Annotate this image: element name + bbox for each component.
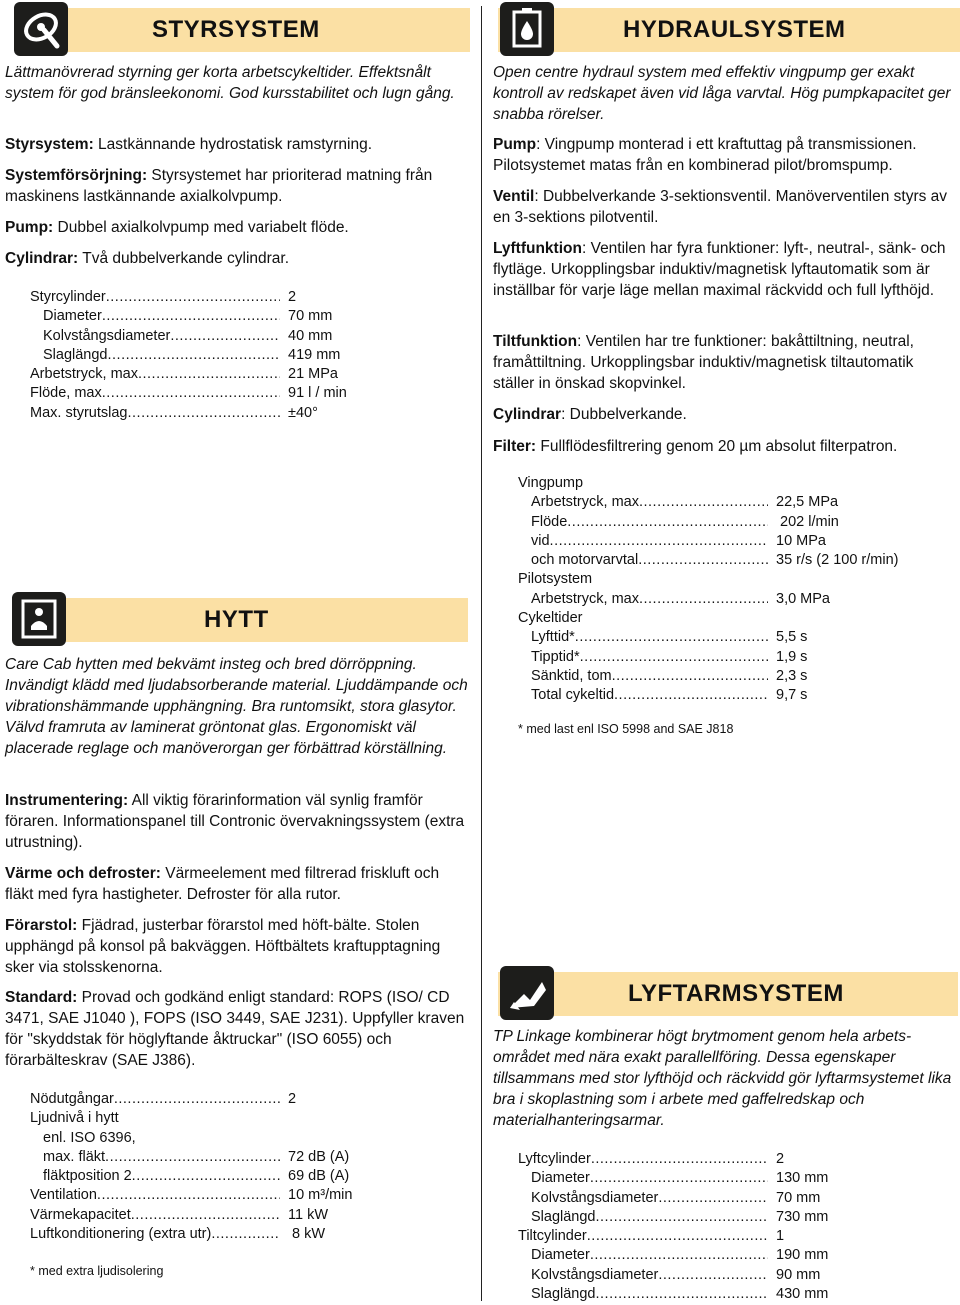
hytt-spec-table	[30, 1090, 400, 1244]
leader-dots	[658, 1266, 768, 1285]
spec-value: 72 dB (A)	[288, 1148, 350, 1165]
label: Filter:	[493, 438, 537, 455]
spec-row	[30, 288, 390, 307]
leader-dots	[105, 1148, 280, 1167]
spec-row	[518, 493, 948, 512]
hydraulsystem-para-2	[493, 186, 958, 228]
label: Styrsystem:	[5, 136, 94, 153]
spec-label	[30, 1167, 280, 1186]
spec-row	[518, 667, 948, 686]
hytt-header	[22, 598, 468, 642]
hydraulsystem-spec-table	[518, 474, 948, 706]
leader-dots	[658, 1189, 768, 1208]
spec-label-text: Kolvstångsdiameter	[531, 1189, 659, 1206]
spec-label-text: Lyfttid*	[531, 629, 575, 646]
spec-row	[518, 513, 948, 532]
hytt-title: HYTT	[204, 606, 269, 633]
leader-dots	[170, 327, 280, 346]
spec-value: 2	[776, 1151, 785, 1167]
spec-label-text: Max. styrutslag	[30, 404, 128, 421]
spec-label	[30, 1129, 280, 1148]
leader-dots	[106, 288, 280, 307]
spec-row	[518, 474, 948, 493]
text: : Vingpump monterad i ett kraftuttag på transmissionen. Pilotsystemet matas från en kombinerad pilot/bromspump.	[493, 136, 917, 174]
spec-row	[30, 365, 390, 384]
spec-label	[30, 288, 280, 307]
hytt-para-1	[5, 790, 470, 853]
spec-label-text: Styrcylinder	[30, 289, 106, 305]
column-divider	[481, 6, 482, 1301]
leader-dots	[567, 513, 768, 532]
hydraulsystem-para-5	[493, 404, 958, 425]
spec-label-text: Arbetstryck, max	[30, 366, 138, 383]
spec-value: 2	[288, 289, 297, 305]
spec-label-text: Ljudnivå i hytt	[30, 1110, 119, 1127]
spec-label-text: Lyftcylinder	[518, 1151, 591, 1167]
spec-row	[518, 590, 948, 609]
hydraulsystem-title: HYDRAULSYSTEM	[623, 16, 846, 43]
leader-dots	[97, 1186, 280, 1205]
spec-label-text: fläktposition 2	[43, 1168, 132, 1185]
spec-label-text: vid	[531, 532, 550, 549]
spec-label-text: Tiltcylinder	[518, 1228, 587, 1245]
hydraulsystem-footnote: * med last enl ISO 5998 and SAE J818	[518, 722, 734, 736]
spec-row	[30, 1090, 400, 1109]
spec-value	[280, 1109, 288, 1128]
hydraulsystem-para-3	[493, 238, 958, 301]
spec-label	[518, 1246, 768, 1265]
spec-label	[30, 384, 280, 403]
spec-row	[30, 346, 390, 365]
spec-row	[30, 1148, 400, 1167]
spec-label-text: Nödutgångar	[30, 1091, 114, 1107]
spec-value: 35 r/s (2 100 r/min)	[776, 552, 899, 569]
spec-label	[30, 1090, 280, 1109]
spec-row	[30, 327, 390, 346]
leader-dots	[638, 551, 768, 570]
styrsystem-para-4	[5, 248, 470, 269]
spec-value: 730 mm	[776, 1208, 829, 1225]
spec-value: 5,5 s	[776, 629, 808, 646]
spec-value: 11 kW	[288, 1206, 329, 1223]
spec-row	[518, 1266, 918, 1285]
hydraulsystem-para-4	[493, 331, 958, 394]
spec-value	[768, 474, 776, 493]
text: Fullflödesfiltrering genom 20 µm absolut filterpatron.	[536, 438, 898, 455]
spec-value	[768, 570, 776, 589]
spec-value: 40 mm	[288, 327, 333, 344]
hydraulsystem-header	[498, 8, 960, 52]
spec-label-text: Luftkonditionering (extra utr)	[30, 1226, 212, 1243]
lyftarmsystem-title: LYFTARMSYSTEM	[628, 980, 844, 1007]
spec-value: 202 l/min	[776, 513, 839, 530]
label: Cylindrar	[493, 406, 562, 423]
spec-value: 70 mm	[288, 308, 333, 325]
spec-label	[518, 513, 768, 532]
leader-dots	[138, 365, 280, 384]
spec-label	[518, 493, 768, 512]
hytt-para-4	[5, 987, 470, 1071]
hydraulic-tank-icon	[500, 2, 554, 56]
spec-label	[518, 686, 768, 705]
styrsystem-header	[22, 8, 470, 52]
spec-row	[518, 551, 948, 570]
label: Standard:	[5, 989, 78, 1006]
text: Två dubbelverkande cylindrar.	[78, 250, 290, 267]
text: Värmeelement med filtrerad friskluft och fläkt med fyra hastigheter. Defroster för alla rutor.	[5, 865, 440, 903]
spec-row	[518, 686, 948, 705]
spec-label-text: Kolvstångsdiameter	[43, 327, 171, 344]
spec-label-text: och motorvarvtal	[531, 552, 639, 569]
leader-dots	[639, 590, 768, 609]
spec-value: ±40°	[288, 404, 318, 421]
spec-label	[518, 1227, 768, 1246]
spec-value: 70 mm	[776, 1189, 821, 1206]
spec-value	[280, 1129, 288, 1148]
spec-label	[518, 648, 768, 667]
spec-label-text: Tipptid*	[531, 648, 580, 665]
spec-label	[30, 1109, 280, 1128]
spec-row	[518, 1169, 918, 1188]
leader-dots	[580, 648, 768, 667]
leader-dots	[590, 1246, 768, 1265]
label: Ventil	[493, 188, 535, 205]
spec-row	[518, 648, 948, 667]
spec-row	[518, 1189, 918, 1208]
styrsystem-para-1	[5, 134, 470, 155]
text: : Dubbelverkande 3-sektionsventil. Manöverventilen styrs av en 3-sektions pilotventil.	[493, 188, 948, 226]
hydraulsystem-para-6	[493, 436, 958, 457]
leader-dots	[612, 667, 768, 686]
spec-row	[30, 384, 390, 403]
label: Cylindrar:	[5, 250, 79, 267]
text: Lastkännande hydrostatisk ramstyrning.	[93, 136, 373, 153]
text: Provad och godkänd enligt standard: ROPS (ISO/ CD 3471, SAE J1040 ), FOPS (ISO 3449, SAE J231). Uppfyller kraven för "skyddstak för höglyftande åktruckar" (ISO 6055) och förarbälteskrav (SAE J386).	[5, 989, 465, 1069]
spec-label-text: Flöde, max	[30, 385, 102, 402]
spec-label	[30, 404, 280, 423]
text: Dubbel axialkolvpump med variabelt flöde.	[53, 219, 349, 236]
leader-dots	[550, 532, 768, 551]
spec-label	[518, 590, 768, 609]
lyftarmsystem-spec-table	[518, 1150, 918, 1304]
spec-label-text: enl. ISO 6396,	[43, 1129, 136, 1146]
spec-label	[518, 1208, 768, 1227]
spec-label	[518, 667, 768, 686]
spec-label-text: Slaglängd	[531, 1286, 596, 1303]
label: Pump:	[5, 219, 54, 236]
text: : Ventilen har fyra funktioner: lyft-, neutral-, sänk- och flytläge. Urkopplingsbar induktiv/magnetisk lyftautomatik som är inställbar för varje läge mellan maximal räckvidd och full lyfthöjd.	[493, 240, 946, 299]
label: Förarstol:	[5, 917, 78, 934]
leader-dots	[639, 493, 768, 512]
styrsystem-spec-table	[30, 288, 390, 423]
hytt-footnote: * med extra ljudisolering	[30, 1264, 164, 1278]
leader-dots	[575, 628, 768, 647]
spec-row	[518, 1227, 918, 1246]
lyftarmsystem-header	[498, 972, 958, 1016]
spec-value: 10 MPa	[776, 532, 826, 549]
text: : Ventilen har tre funktioner: bakåttiltning, neutral, framåttiltning. Urkopplingsbar induktiv/magnetisk tiltautomatik ställer in önskad skopvinkel.	[493, 333, 914, 392]
spec-row	[518, 532, 948, 551]
label: Värme och defroster:	[5, 865, 161, 882]
leader-dots	[108, 346, 281, 365]
spec-label	[518, 551, 768, 570]
leader-dots	[590, 1169, 768, 1188]
lift-arm-icon	[500, 966, 554, 1020]
spec-label-text: Slaglängd	[531, 1208, 596, 1225]
spec-label-text: Diameter	[531, 1170, 590, 1187]
label: Pump	[493, 136, 537, 153]
spec-label-text: Pilotsystem	[518, 571, 593, 588]
text: : Dubbelverkande.	[561, 406, 687, 423]
spec-label-text: Värmekapacitet	[30, 1206, 131, 1223]
spec-label	[30, 1225, 280, 1244]
spec-row	[518, 1208, 918, 1227]
text: Styrsystemet har prioriterad matning från maskinens lastkännande axialkolvpump.	[5, 167, 433, 205]
spec-value: 22,5 MPa	[776, 494, 839, 511]
spec-value: 9,7 s	[776, 687, 808, 704]
spec-value: 2	[288, 1091, 297, 1107]
spec-label	[518, 1285, 768, 1304]
lyftarmsystem-intro: TP Linkage kombinerar högt brytmoment genom hela arbetsområdet med nära exakt parallellföring. Dessa egenskaper tillsammans med stor lyfthöjd och räckvidd gör lyftarmsystemet lika bra i skoplastning som i arbete med gaffelredskap och materialhanteringsarmar.	[493, 1028, 952, 1129]
spec-row	[30, 1129, 400, 1148]
cab-operator-icon	[12, 592, 66, 646]
spec-label	[518, 1266, 768, 1285]
spec-row	[518, 1246, 918, 1265]
spec-label-text: Cykeltider	[518, 610, 583, 627]
spec-row	[518, 1150, 918, 1169]
spec-label-text: Diameter	[43, 308, 102, 325]
spec-label-text: Vingpump	[518, 475, 584, 491]
leader-dots	[614, 686, 768, 705]
leader-dots	[102, 307, 280, 326]
spec-value: 190 mm	[776, 1247, 829, 1264]
spec-value: 430 mm	[776, 1286, 829, 1303]
spec-label	[518, 1150, 768, 1169]
spec-label-text: Kolvstångsdiameter	[531, 1266, 659, 1283]
spec-label	[518, 628, 768, 647]
leader-dots	[596, 1208, 769, 1227]
spec-label	[30, 1186, 280, 1205]
spec-label	[518, 609, 768, 628]
spec-label	[30, 327, 280, 346]
styrsystem-para-3	[5, 217, 470, 238]
spec-value: 8 kW	[288, 1226, 326, 1243]
leader-dots	[596, 1285, 769, 1304]
styrsystem-para-2	[5, 165, 470, 207]
leader-dots	[132, 1167, 280, 1186]
leader-dots	[128, 404, 281, 423]
spec-label-text: Diameter	[531, 1247, 590, 1264]
label: Lyftfunktion	[493, 240, 582, 257]
spec-label-text: Sänktid, tom	[531, 667, 612, 684]
label: Tiltfunktion	[493, 333, 578, 350]
leader-dots	[587, 1227, 768, 1246]
spec-row	[518, 609, 948, 628]
spec-label-text: Arbetstryck, max	[531, 590, 639, 607]
leader-dots	[102, 384, 280, 403]
spec-value: 1,9 s	[776, 648, 808, 665]
spec-row	[30, 1206, 400, 1225]
label: Instrumentering:	[5, 792, 129, 809]
spec-label	[30, 1206, 280, 1225]
spec-label-text: Flöde	[531, 513, 568, 530]
spec-row	[30, 307, 390, 326]
spec-value: 69 dB (A)	[288, 1168, 350, 1185]
spec-label-text: Arbetstryck, max	[531, 494, 639, 511]
spec-value: 91 l / min	[288, 385, 347, 402]
spec-row	[30, 404, 390, 423]
hytt-intro: Care Cab hytten med bekvämt insteg och bred dörröppning. Invändigt klädd med ljudabsorberande material. Ljuddämpande och vibrationshämmande upphängning. Bra runtomsikt, stora glasytor. Välvd framruta av laminerat gröntonat glas. Ergonomiskt väl placerade reglage och manöverorgan ger förbättrad körställning.	[5, 656, 468, 757]
spec-label	[518, 532, 768, 551]
spec-row	[518, 628, 948, 647]
styrsystem-intro: Lättmanövrerad styrning ger korta arbetscykeltider. Effektsnålt system för god bränsleekonomi. God kursstabilitet och lugn gång.	[5, 64, 455, 102]
hydraulsystem-para-1	[493, 134, 958, 176]
text: Fjädrad, justerbar förarstol med höft-bälte. Stolen upphängd på konsol på bakväggen. Höftbältets kraftupptagning sker via stolsskenorna.	[5, 917, 441, 976]
spec-row	[30, 1109, 400, 1128]
spec-label	[30, 1148, 280, 1167]
spec-label	[30, 346, 280, 365]
steering-wheel-icon	[14, 2, 68, 56]
spec-label-text: max. fläkt	[43, 1148, 106, 1165]
spec-value	[768, 609, 776, 628]
leader-dots	[591, 1150, 768, 1169]
spec-value: 90 mm	[776, 1266, 821, 1283]
spec-value: 2,3 s	[776, 667, 808, 684]
spec-value: 10 m³/min	[288, 1187, 353, 1204]
spec-label	[30, 365, 280, 384]
spec-label	[518, 570, 768, 589]
spec-label-text: Total cykeltid	[531, 687, 615, 704]
spec-label	[518, 1189, 768, 1208]
spec-row	[30, 1186, 400, 1205]
hydraulsystem-intro: Open centre hydraul system med effektiv vingpump ger exakt kontroll av redskapet även vid låga varvtal. Hög pumpkapacitet ger snabba rörelser.	[493, 64, 951, 123]
spec-row	[30, 1225, 400, 1244]
spec-row	[518, 1285, 918, 1304]
spec-row	[518, 570, 948, 589]
spec-value: 130 mm	[776, 1170, 829, 1187]
spec-value: 21 MPa	[288, 366, 338, 383]
hytt-para-2	[5, 863, 470, 905]
spec-label	[30, 307, 280, 326]
label: Systemförsörjning:	[5, 167, 148, 184]
spec-label	[518, 474, 768, 493]
spec-value: 3,0 MPa	[776, 590, 830, 607]
spec-label	[518, 1169, 768, 1188]
spec-label-text: Ventilation	[30, 1187, 97, 1204]
text: All viktig förarinformation väl synlig framför föraren. Informationspanel till Contronic övervakningssystem (extra utrustning).	[5, 792, 465, 851]
leader-dots	[114, 1090, 280, 1109]
spec-value: 419 mm	[288, 346, 341, 363]
spec-value: 1	[776, 1228, 785, 1245]
spec-row	[30, 1167, 400, 1186]
spec-label-text: Slaglängd	[43, 346, 108, 363]
leader-dots	[131, 1206, 280, 1225]
styrsystem-title: STYRSYSTEM	[152, 16, 320, 43]
leader-dots	[211, 1225, 280, 1244]
hytt-para-3	[5, 915, 470, 978]
